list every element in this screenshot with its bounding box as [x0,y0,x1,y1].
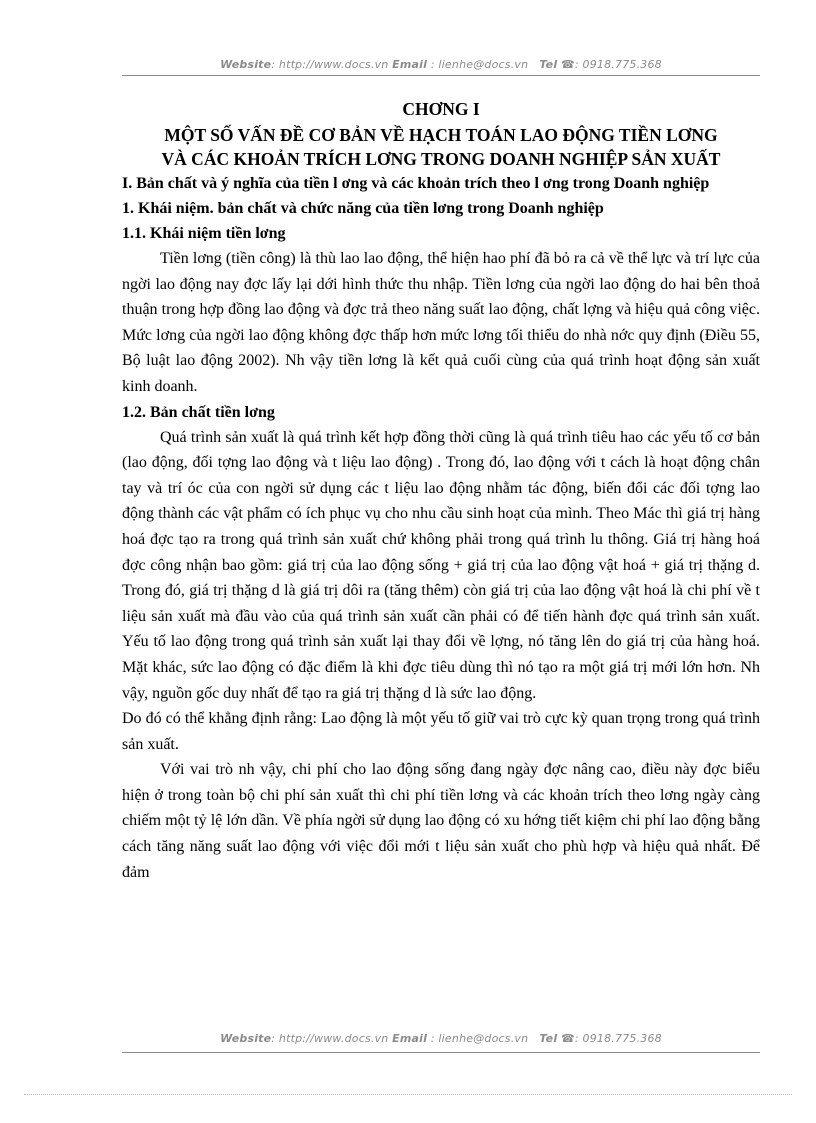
footer-website-value: : http://www.docs.vn [271,1032,389,1045]
subsection-heading-1-2: 1.2. Bản chất tiền lơng [122,403,275,421]
footer-email-value: : lienhe@docs.vn [430,1032,529,1045]
paragraph-1: Tiền lơng (tiền công) là thù lao lao động, thể hiện hao phí đã bỏ ra cả về thể lực và trí lực của ngời lao động nay đợc lấy lại dới hình thức thu nhập. Tiền lơng của ngời lao động do hai bên thoả thuận trong hợp đồng lao động và đợc trả theo năng suất lao động, chất lợng và hiệu quả công việc. Mức lơng của ngời lao động không đợc thấp hơn mức lơng tối thiểu do nhà nớc quy định (Điều 55, Bộ luật lao động 2002). Nh vậy tiền lơng là kết quả cuối cùng của quá trình hoạt động sản xuất kinh doanh. [122,250,760,395]
page-bottom-dotted-line [24,1094,792,1095]
footer-tel-value: ☎: 0918.775.368 [561,1032,662,1045]
document-body [122,97,760,885]
paragraph-3: Do đó có thể khẳng định rằng: Lao động là một yếu tố giữ vai trò cực kỳ quan trọng trong quá trình sản xuất. [122,710,760,753]
document-title-line-1: MỘT SỐ VẤN ĐỀ CƠ BẢN VỀ HẠCH TOÁN LAO ĐỘNG TIỀN LƠNG [164,125,718,145]
header-email-value: : lienhe@docs.vn [430,58,529,71]
header-tel-label: Tel [539,58,558,71]
footer-rule [122,1052,760,1053]
header-tel-value: ☎: 0918.775.368 [561,58,662,71]
footer-email-label: Email [392,1032,428,1045]
section-heading-1: I. Bản chất và ý nghĩa của tiền l ơng và các khoản trích theo l ơng trong Doanh nghiệp [122,175,710,192]
chapter-title: CHƠNG I [402,99,480,119]
footer-website-label: Website [220,1032,272,1045]
page-header [122,58,760,71]
subsection-heading-1: 1. Khái niệm. bản chất và chức năng của tiền lơng trong Doanh nghiệp [122,200,604,217]
document-title-line-2: VÀ CÁC KHOẢN TRÍCH LƠNG TRONG DOANH NGHIỆP SẢN XUẤT [161,149,721,169]
paragraph-4: Với vai trò nh vậy, chi phí cho lao động sống đang ngày đợc nâng cao, điều này đợc biểu hiện ở trong toàn bộ chi phí sản xuất thì chi phí tiền lơng và các khoản trích theo lơng ngày càng chiếm một tỷ lệ lớn dần. Về phía ngời sử dụng lao động có xu hớng tiết kiệm chi phí lao động bằng cách tăng năng suất lao động với việc đổi mới t liệu sản xuất cho phù hợp và hiệu quả nhất. Để đảm [122,761,760,881]
paragraph-2: Quá trình sản xuất là quá trình kết hợp đồng thời cũng là quá trình tiêu hao các yếu tố cơ bản (lao động, đối tợng lao động và t liệu lao động) . Trong đó, lao động với t cách là hoạt động chân tay và trí óc của con ngời sử dụng các t liệu lao động nhằm tác động, biến đổi các đối tợng lao động thành các vật phẩm có ích phục vụ cho nhu cầu sinh hoạt của mình. Theo Mác thì giá trị hàng hoá đợc tạo ra trong quá trình sản xuất chứ không phải trong quá trình lu thông. Giá trị hàng hoá đợc công nhận bao gồm: giá trị của lao động sống + giá trị của lao động vật hoá + giá trị thặng d. Trong đó, giá trị thặng d là giá trị dôi ra (tăng thêm) còn giá trị của lao động vật hoá là chi phí về t liệu sản xuất mà đầu vào của quá trình sản xuất cần phải có để tiến hành đợc quá trình sản xuất. Yếu tố lao động trong quá trình sản xuất lại thay đổi về lợng, nó tăng lên do giá trị của hàng hoá. Mặt khác, sức lao động có đặc điểm là khi đợc tiêu dùng thì nó tạo ra một giá trị mới lớn hơn. Nh vậy, nguồn gốc duy nhất để tạo ra giá trị thặng d là sức lao động. [122,428,760,702]
header-website-value: : http://www.docs.vn [271,58,389,71]
page-footer [122,1032,760,1045]
header-email-label: Email [392,58,428,71]
header-website-label: Website [220,58,272,71]
subsection-heading-1-1: 1.1. Khái niệm tiền lơng [122,225,286,242]
header-rule [122,75,760,76]
footer-tel-label: Tel [539,1032,558,1045]
